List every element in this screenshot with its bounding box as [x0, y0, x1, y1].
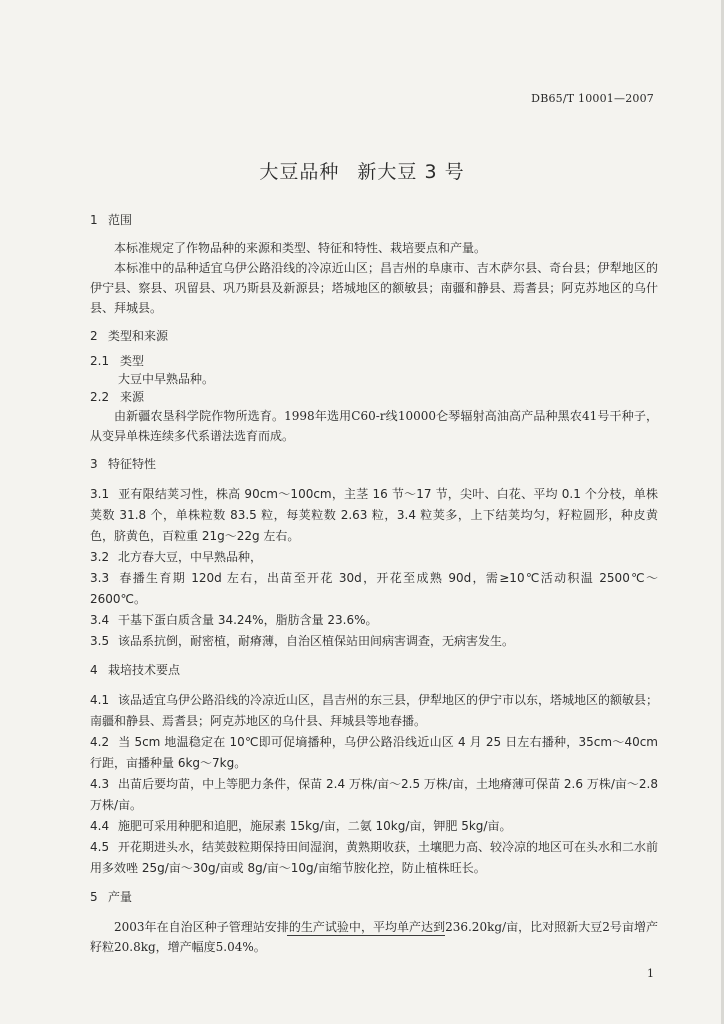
section-heading-3 [90, 454, 658, 474]
section-number: 4 [90, 663, 98, 677]
document-body [90, 210, 658, 957]
item-number: 3.5 [90, 634, 110, 648]
list-item [90, 774, 658, 816]
subsection-text: 大豆中早熟品种。 [118, 372, 215, 386]
section-number: 5 [90, 890, 98, 904]
item-text: 该品系抗倒，耐密植，耐瘠薄，自治区植保站田间病害调查，无病害发生。 [118, 634, 515, 648]
paragraph: 本标准规定了作物品种的来源和类型、特征和特性、栽培要点和产量。 [114, 241, 487, 255]
item-text: 施肥可采用种肥和追肥，施尿素 15kg/亩，二氨 10kg/亩，钾肥 5kg/亩。 [118, 819, 512, 833]
item-text: 开花期进头水，结荚鼓粒期保持田间湿润，黄熟期收获，土壤肥力高、较冷凉的地区可在头水和二水前用多效唑 25g/亩～30g/亩或 8g/亩～10g/亩缩节胺化控，防止植株旺长。 [90, 840, 659, 875]
standard-code: DB65/T 10001—2007 [531, 92, 654, 105]
section-number: 2 [90, 329, 98, 343]
item-number: 4.2 [90, 735, 110, 749]
item-text: 干基下蛋白质含量 34.24%，脂肪含量 23.6%。 [118, 613, 378, 627]
section-title: 范围 [108, 213, 133, 227]
subsection-number: 2.1 [90, 354, 110, 368]
list-item [90, 816, 658, 837]
item-text: 出苗后要均苗，中上等肥力条件，保苗 2.4 万株/亩～2.5 万株/亩，土地瘠薄可保苗 2.6 万株/亩～2.8 万株/亩。 [90, 777, 658, 812]
section-heading-2 [90, 326, 658, 346]
section-number: 1 [90, 213, 98, 227]
subsection-title: 来源 [120, 390, 145, 404]
item-number: 3.1 [90, 487, 110, 501]
section-title: 特征特性 [108, 457, 157, 471]
list-item [90, 547, 658, 568]
section-heading-5 [90, 887, 658, 907]
item-text: 当 5cm 地温稳定在 10℃即可促墒播种，乌伊公路沿线近山区 4 月 25 日左右播种，35cm～40cm 行距，亩播种量 6kg～7kg。 [90, 735, 658, 770]
list-item [90, 484, 658, 547]
section-number: 3 [90, 457, 98, 471]
item-number: 4.5 [90, 840, 110, 854]
item-number: 3.3 [90, 571, 110, 585]
end-rule [287, 935, 445, 936]
subsection-number: 2.2 [90, 390, 110, 404]
subsection-heading [90, 388, 658, 406]
title-part-2: 新大豆 3 号 [357, 161, 465, 183]
list-item [90, 568, 658, 610]
paragraph: 2003年在自治区种子管理站安排的生产试验中，平均单产达到236.20kg/亩，比对照新大豆2号亩增产籽粒20.8kg，增产幅度5.04%。 [90, 920, 658, 954]
section-heading-4 [90, 660, 658, 680]
list-item [90, 610, 658, 631]
paragraph: 本标准中的品种适宜乌伊公路沿线的冷凉近山区；昌吉州的阜康市、吉木萨尔县、奇台县；伊犁地区的伊宁县、察县、巩留县、巩乃斯县及新源县；塔城地区的额敏县；南疆和静县、焉耆县；阿克苏地区的乌什县、拜城县。 [90, 261, 658, 315]
title-part-1: 大豆品种 [259, 161, 340, 183]
list-item [90, 732, 658, 774]
item-number: 4.1 [90, 693, 110, 707]
section-title: 类型和来源 [108, 329, 169, 343]
item-text: 春播生育期 120d 左右，出苗至开花 30d，开花至成熟 90d，需≥10℃活动积温 2500℃～2600℃。 [90, 571, 658, 606]
section-heading-1 [90, 210, 658, 230]
item-number: 3.4 [90, 613, 110, 627]
list-item [90, 631, 658, 652]
document-title [0, 157, 724, 184]
section-title: 栽培技术要点 [108, 663, 181, 677]
paragraph: 由新疆农垦科学院作物所选育。1998年选用C60-r线10000仑琴辐射高油高产品种黑农41号干种子，从变异单株连续多代系谱法选育而成。 [90, 409, 658, 443]
subsection-heading [90, 352, 658, 370]
page-number: 1 [647, 967, 654, 980]
item-number: 4.3 [90, 777, 110, 791]
item-text: 该品适宜乌伊公路沿线的冷凉近山区，昌吉州的东三县，伊犁地区的伊宁市以东，塔城地区的额敏县；南疆和静县、焉耆县；阿克苏地区的乌什县、拜城县等地春播。 [90, 693, 659, 728]
item-number: 4.4 [90, 819, 110, 833]
list-item [90, 690, 658, 732]
section-title: 产量 [108, 890, 133, 904]
list-item [90, 837, 658, 879]
item-text: 亚有限结荚习性，株高 90cm～100cm，主茎 16 节～17 节，尖叶、白花、平均 0.1 个分枝，单株荚数 31.8 个，单株粒数 83.5 粒，每荚粒数 2.63 粒，3.4 粒荚多，上下结荚均匀，籽粒圆形，种皮黄色，脐黄色，百粒重 21g～22g 左右。 [90, 487, 658, 543]
item-number: 3.2 [90, 550, 110, 564]
subsection-title: 类型 [120, 354, 145, 368]
item-text: 北方春大豆，中早熟品种， [118, 550, 263, 564]
